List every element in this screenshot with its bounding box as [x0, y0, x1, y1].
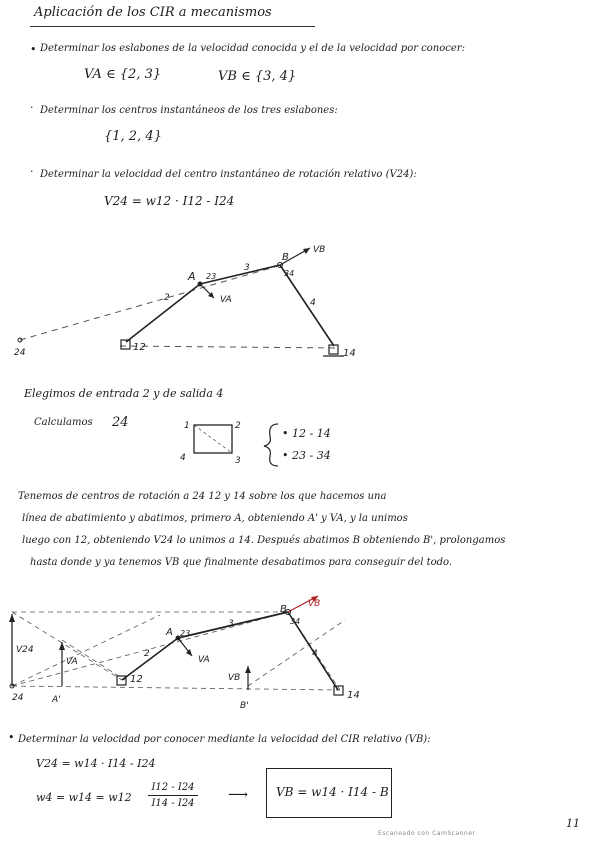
square-label-br: 3 [235, 456, 241, 466]
square-label-bl: 4 [180, 453, 186, 463]
cir-set: {1, 2, 4} [104, 129, 162, 144]
label-link-4: 4 [310, 298, 316, 308]
calc-label: Calculamos [34, 417, 93, 428]
label-vb-top: VB [308, 599, 321, 609]
label-24: 24 [14, 348, 26, 358]
construction-diag-3 [12, 612, 288, 686]
label-a-cir-b: 23 [180, 629, 191, 638]
bullet-2: · [30, 101, 34, 114]
square-label-tr: 2 [235, 421, 241, 431]
section2-text: Determinar los centros instantáneos de los tres eslabones: [40, 105, 338, 116]
result-formula: VB = w14 · I14 - B [276, 785, 389, 799]
calc-value: 24 [112, 415, 129, 430]
section3-text: Determinar la velocidad del centro instantáneo de rotación relativo (V24): [40, 169, 417, 180]
va-set: VA ∈ {2, 3} [84, 67, 162, 82]
label-va: VA [220, 295, 232, 305]
label-link-2-b: 2 [144, 649, 150, 659]
label-12: 12 [133, 342, 146, 353]
construction-line-ground [12, 686, 340, 690]
label-link-3: 3 [244, 263, 250, 273]
v24-arrowhead [9, 614, 15, 622]
label-vb: VB [313, 245, 326, 255]
label-link-3-b: 3 [228, 619, 234, 629]
label-b-b: B [280, 604, 287, 615]
fraction-denominator: I14 - I24 [151, 798, 195, 809]
label-a-b: A [166, 627, 173, 638]
square-label-tl: 1 [184, 421, 190, 431]
vb-vertical-arrowhead [245, 666, 251, 673]
label-a-cir: 23 [206, 272, 217, 281]
label-b: B [282, 252, 289, 263]
ratio-fraction [148, 782, 198, 809]
implies-arrow: ⟶ [228, 787, 249, 803]
scanner-footer: Escaneado con CamScanner [378, 830, 476, 837]
label-va-prime: VA [66, 657, 78, 667]
label-link-4-b: 4 [312, 649, 318, 659]
explanation-line-2: línea de abatimiento y abatimos, primero A, obteniendo A' y VA, y la unimos [22, 513, 408, 524]
label-24-b: 24 [12, 693, 24, 703]
label-14: 14 [343, 348, 356, 359]
label-b-cir: 34 [284, 269, 295, 278]
fraction-bar [148, 795, 198, 796]
label-b-cir-b: 34 [290, 617, 301, 626]
brace-item-2: • 23 - 34 [282, 449, 331, 462]
section1-text: Determinar los eslabones de la velocidad conocida y el de la velocidad por conocer: [40, 43, 465, 54]
label-vb-bottom: VB [228, 673, 241, 683]
w4-formula: w4 = w14 = w12 [36, 791, 132, 804]
page-number: 11 [566, 817, 580, 830]
explanation-line-3: luego con 12, obteniendo V24 lo unimos a 14. Después abatimos B obteniendo B', prolongamos [22, 535, 506, 546]
choice-line: Elegimos de entrada 2 y de salida 4 [24, 387, 224, 400]
v24-formula-2: V24 = w14 · I14 - I24 [36, 757, 156, 770]
page-title: Aplicación de los CIR a mecanismos [34, 5, 272, 20]
label-14-b: 14 [347, 690, 360, 701]
label-12-b: 12 [130, 674, 143, 685]
fraction-numerator: I12 - I24 [151, 782, 195, 793]
label-v24: V24 [16, 645, 34, 655]
va-prime-arrowhead [59, 642, 65, 650]
bullet-6: • [8, 731, 15, 744]
v24-formula: V24 = w12 · I12 - I24 [104, 194, 235, 208]
label-a-prime: A' [52, 695, 61, 705]
section6-text: Determinar la velocidad por conocer mediante la velocidad del CIR relativo (VB): [18, 734, 431, 745]
explanation-line-1: Tenemos de centros de rotación a 24 12 y 14 sobre los que hacemos una [18, 491, 387, 502]
label-b-prime: B' [240, 701, 249, 711]
label-link-2: 2 [164, 293, 170, 303]
label-a: A [188, 270, 196, 283]
brace-item-1: • 12 - 14 [282, 427, 331, 440]
bullet-3: · [30, 165, 34, 178]
explanation-line-4: hasta donde y ya tenemos VB que finalmente desabatimos para conseguir del todo. [30, 557, 453, 568]
vb-set: VB ∈ {3, 4} [218, 69, 297, 84]
label-va-b: VA [198, 655, 210, 665]
bullet-1: • [30, 43, 37, 56]
